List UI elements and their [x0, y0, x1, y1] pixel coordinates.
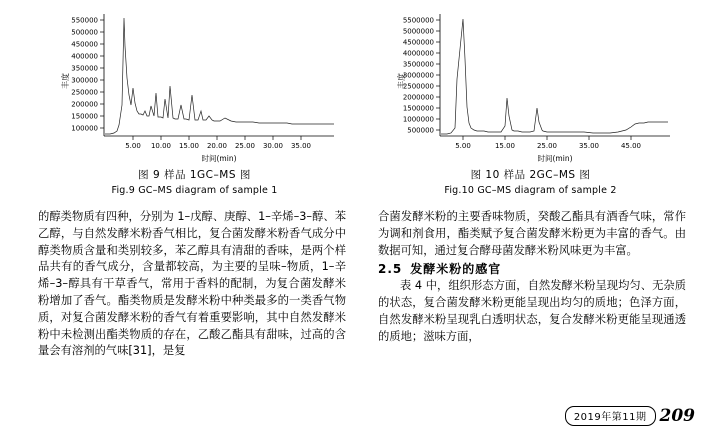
svg-text:5.00: 5.00 — [455, 142, 471, 150]
section-number: 2.5 — [378, 262, 403, 277]
figure-9-trace — [105, 18, 334, 134]
svg-text:10.00: 10.00 — [150, 142, 172, 150]
body-column-right — [378, 209, 686, 345]
figure-9-caption-en: Fig.9 GC–MS diagram of sample 1 — [111, 185, 278, 196]
gcms-chart-sample-2 — [378, 6, 683, 166]
body-column-left — [38, 209, 346, 360]
svg-text:15.00: 15.00 — [494, 142, 516, 150]
figure-10-caption-en: Fig.10 GC–MS diagram of sample 2 — [444, 185, 617, 196]
figure-9-caption-cn: 图 9 样品 1GC–MS 图 — [138, 169, 251, 181]
figure-9 — [42, 6, 347, 198]
figure-9-chart — [42, 6, 347, 166]
svg-text:5000000: 5000000 — [402, 27, 434, 36]
svg-text:400000: 400000 — [71, 52, 98, 61]
svg-text:1500000: 1500000 — [402, 104, 434, 113]
svg-text:5500000: 5500000 — [402, 16, 434, 25]
page-number: 209 — [659, 406, 695, 426]
paragraph-right-2: 表 4 中，组织形态方面，自然发酵米粉呈现均匀、无杂质的状态，复合菌发酵米粉更能呈现出均匀的质地；色泽方面，自然发酵米粉呈现乳白透明状态，复合发酵米粉更能呈现通透的质地；滋味方面， — [378, 279, 686, 343]
svg-text:350000: 350000 — [71, 64, 98, 73]
issue-badge: 2019年第11期 — [565, 406, 656, 426]
paragraph-left-1: 的醇类物质有四种，分别为 1–戊醇、庚醇、1–辛烯–3–醇、苯乙醇，与自然发酵米粉香气相比，复合菌发酵米粉香气成分中醇类物质含量和类别较多，苯乙醇具有清甜的香味，是两个样品共有的香气成分，含量都较高，为主要的呈味–物质，1–辛烯–3–醇具有干草香气，常用于香料的配制，为复合菌发酵米粉增加了香气。酯类物质是发酵米粉中种类最多的一类香气物质，对复合菌发酵米粉的香气有着重要影响，其中自然发酵米粉中未检测出酯类物质的存在，乙酸乙酯具有甜味，过高的含量会有溶剂的气味[31]，是复 — [38, 210, 346, 358]
figure-9-caption — [42, 168, 347, 198]
svg-text:35.00: 35.00 — [578, 142, 600, 150]
figure-10-caption-cn: 图 10 样品 2GC–MS 图 — [470, 169, 591, 181]
svg-text:500000: 500000 — [407, 126, 434, 135]
svg-text:250000: 250000 — [71, 88, 98, 97]
svg-text:3500000: 3500000 — [402, 60, 434, 69]
svg-text:20.00: 20.00 — [206, 142, 228, 150]
svg-text:1000000: 1000000 — [402, 115, 434, 124]
figure-9-ylabel: 丰度 — [61, 73, 70, 89]
gcms-chart-sample-1 — [42, 6, 347, 166]
svg-text:300000: 300000 — [71, 76, 98, 85]
svg-text:150000: 150000 — [71, 112, 98, 121]
figure-10 — [378, 6, 683, 198]
section-title: 发酵米粉的感官 — [410, 262, 502, 277]
svg-text:450000: 450000 — [71, 40, 98, 49]
svg-text:45.00: 45.00 — [620, 142, 642, 150]
svg-text:4000000: 4000000 — [402, 49, 434, 58]
svg-text:35.00: 35.00 — [290, 142, 312, 150]
svg-text:4500000: 4500000 — [402, 38, 434, 47]
figure-10-chart — [378, 6, 683, 166]
svg-text:550000: 550000 — [71, 16, 98, 25]
figure-10-ylabel: 丰度 — [397, 73, 406, 89]
figure-10-caption — [378, 168, 683, 198]
svg-text:5.00: 5.00 — [125, 142, 141, 150]
svg-text:2500000: 2500000 — [402, 82, 434, 91]
figure-10-trace — [441, 19, 668, 134]
section-heading — [378, 261, 686, 278]
figure-10-xlabel: 时间(min) — [537, 154, 573, 163]
svg-text:200000: 200000 — [71, 100, 98, 109]
svg-text:25.00: 25.00 — [234, 142, 256, 150]
svg-text:15.00: 15.00 — [178, 142, 200, 150]
svg-text:30.00: 30.00 — [262, 142, 284, 150]
svg-text:100000: 100000 — [71, 124, 98, 133]
svg-text:500000: 500000 — [71, 28, 98, 37]
svg-text:2000000: 2000000 — [402, 93, 434, 102]
svg-text:3000000: 3000000 — [402, 71, 434, 80]
page-footer — [565, 406, 695, 426]
paragraph-right-1: 合菌发酵米粉的主要香味物质，癸酸乙酯具有酒香气味，常作为调和剂食用，酯类赋予复合菌发酵米粉更为丰富的香气。由数据可知，通过复合酵母菌发酵米粉风味更为丰富。 — [378, 210, 686, 257]
svg-text:25.00: 25.00 — [536, 142, 558, 150]
figure-9-xlabel: 时间(min) — [201, 154, 237, 163]
